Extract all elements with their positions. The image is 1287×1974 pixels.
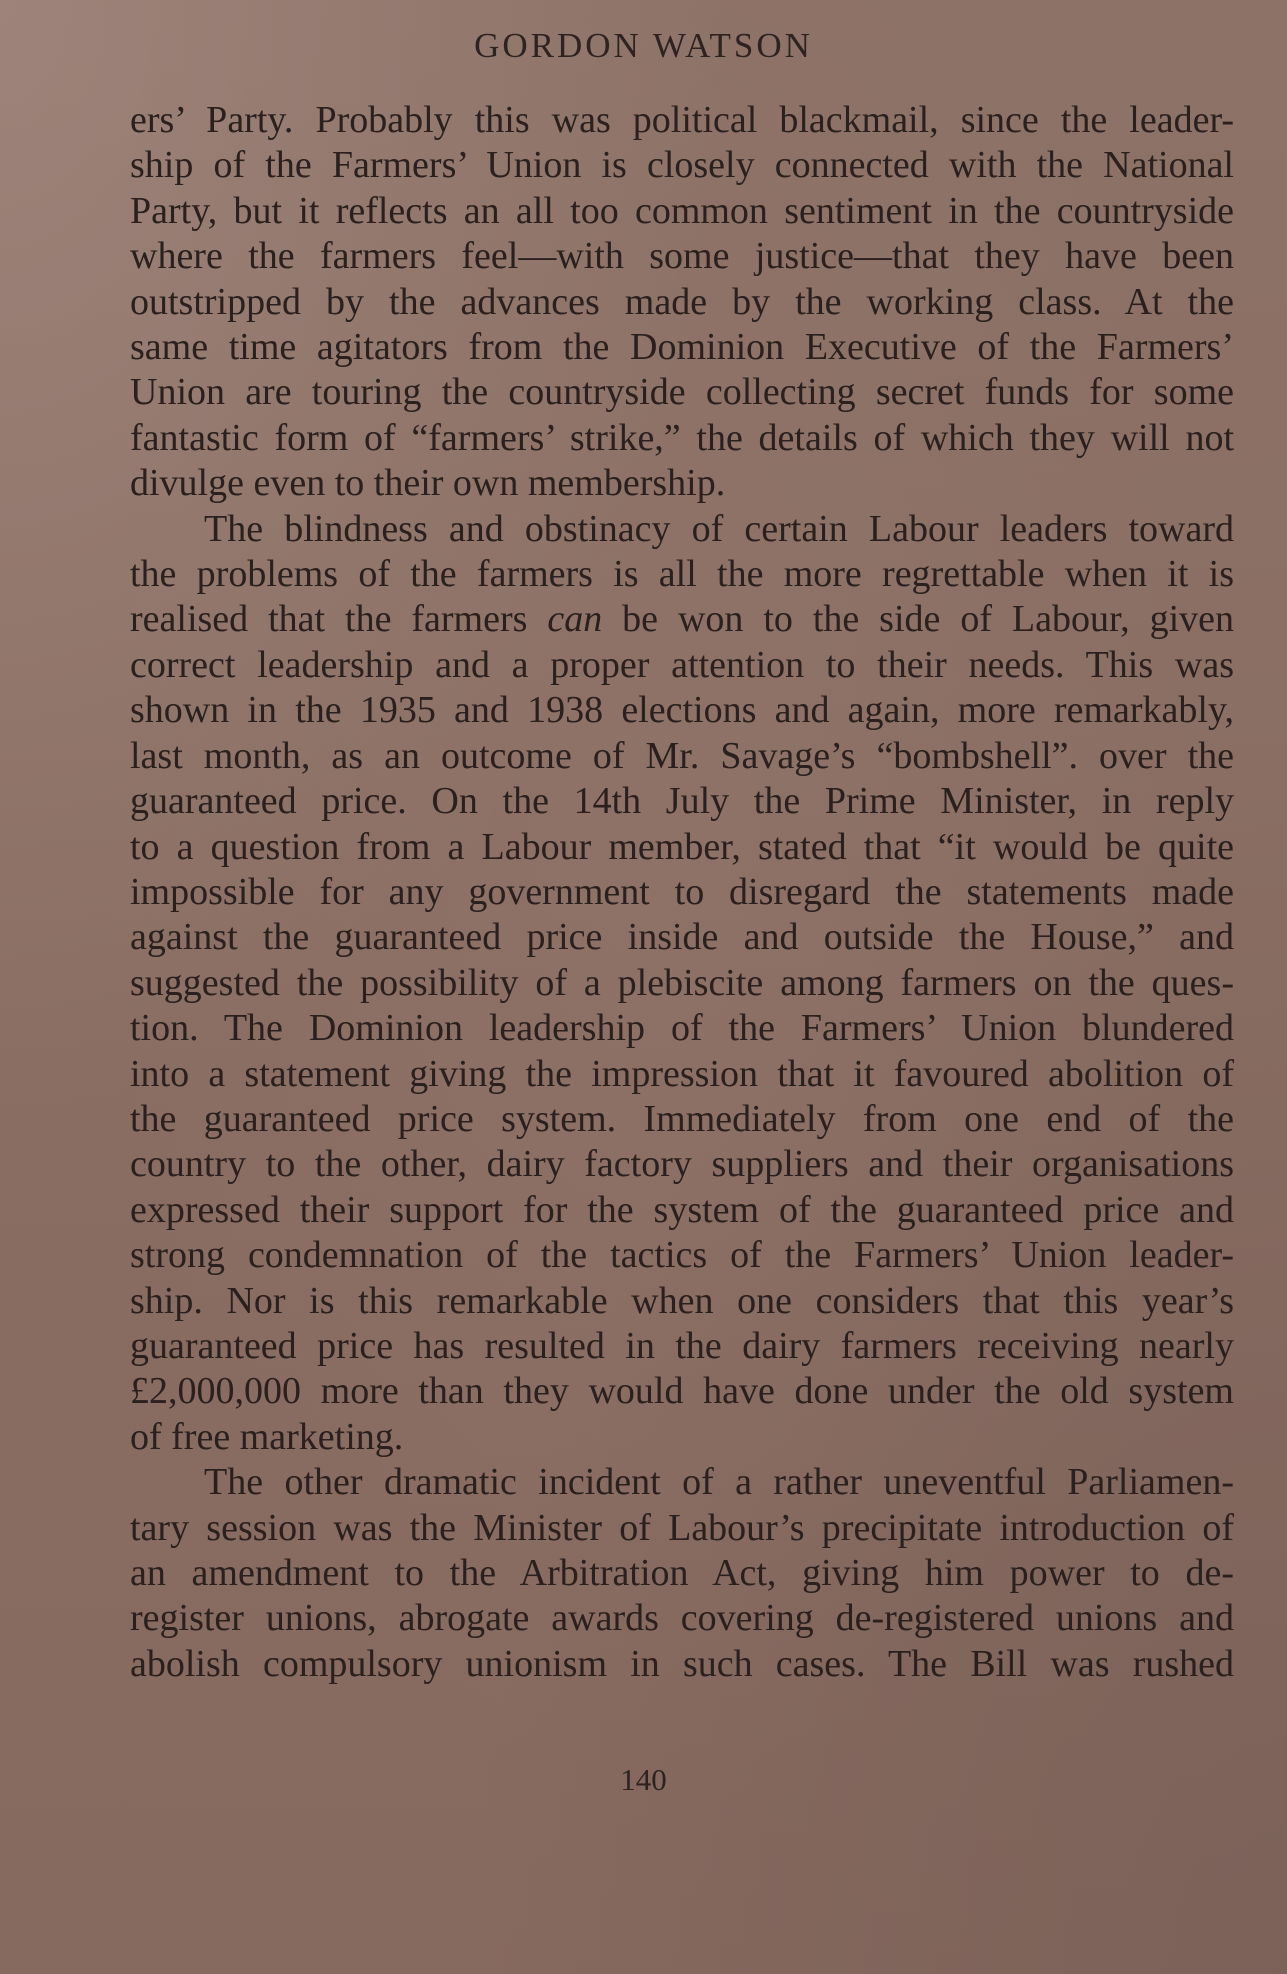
text-line: ers’ Party. Probably this was political blackmail, since the leader- bbox=[130, 99, 1234, 141]
text-line: of free marketing. bbox=[130, 1415, 404, 1458]
paragraph-1 bbox=[130, 98, 1234, 507]
text-line: to a question from a Labour member, stated that “it would be quite bbox=[130, 825, 1234, 868]
text-line: guaranteed price has resulted in the dairy farmers receiving nearly bbox=[130, 1324, 1234, 1367]
text-line: correct leadership and a proper attention to their needs. This was bbox=[130, 643, 1234, 686]
text-line: tary session was the Minister of Labour’s precipitate introduction of bbox=[130, 1506, 1234, 1549]
running-head: GORDON WATSON bbox=[474, 26, 813, 65]
text-line: Union are touring the countryside collecting secret funds for some bbox=[130, 371, 1234, 414]
text-line: abolish compulsory unionism in such cases. The Bill was rushed bbox=[130, 1642, 1234, 1685]
text-line: suggested the possibility of a plebiscite among farmers on the ques- bbox=[130, 961, 1234, 1004]
text-line: the problems of the farmers is all the more regrettable when it is bbox=[130, 553, 1234, 596]
text-line: The blindness and obstinacy of certain Labour leaders toward bbox=[204, 507, 1234, 550]
paragraph-2 bbox=[130, 507, 1234, 1461]
text-line: divulge even to their own membership. bbox=[130, 462, 726, 505]
text-line: £2,000,000 more than they would have done under the old system bbox=[130, 1370, 1234, 1413]
text-line: Party, but it reflects an all too common sentiment in the countryside bbox=[130, 189, 1234, 232]
text-line: an amendment to the Arbitration Act, giving him power to de- bbox=[130, 1552, 1234, 1594]
text-line: where the farmers feel—with some justice—that they have been bbox=[130, 235, 1234, 278]
text-line: shown in the 1935 and 1938 elections and again, more remarkably, bbox=[130, 689, 1234, 732]
text-line: expressed their support for the system of the guaranteed price and bbox=[130, 1188, 1234, 1231]
text-line: realised that the farmers can be won to the side of Labour, given bbox=[130, 598, 1234, 641]
text-line: outstripped by the advances made by the working class. At the bbox=[130, 280, 1234, 323]
text-line: The other dramatic incident of a rather uneventful Parliamen- bbox=[204, 1461, 1234, 1504]
text-line: tion. The Dominion leadership of the Farmers’ Union blundered bbox=[130, 1007, 1234, 1050]
text-line: last month, as an outcome of Mr. Savage’s “bombshell”. over the bbox=[130, 734, 1234, 777]
text-line: into a statement giving the impression that it favoured abolition of bbox=[130, 1052, 1234, 1095]
text-line: register unions, abrogate awards covering de-registered unions and bbox=[130, 1597, 1234, 1640]
text-line: fantastic form of “farmers’ strike,” the details of which they will not bbox=[130, 416, 1234, 459]
text-line: same time agitators from the Dominion Executive of the Farmers’ bbox=[130, 326, 1234, 369]
text-line: strong condemnation of the tactics of the Farmers’ Union leader- bbox=[130, 1234, 1234, 1277]
text-line: against the guaranteed price inside and outside the House,” and bbox=[130, 916, 1234, 959]
text-line: ship. Nor is this remarkable when one considers that this year’s bbox=[130, 1279, 1234, 1322]
page-number: 140 bbox=[620, 1762, 667, 1797]
text-line: the guaranteed price system. Immediately from one end of the bbox=[130, 1097, 1234, 1140]
text-line: ship of the Farmers’ Union is closely connected with the National bbox=[130, 144, 1234, 187]
body-text bbox=[130, 98, 1234, 1687]
text-line: country to the other, dairy factory suppliers and their organisations bbox=[130, 1143, 1234, 1186]
text-line: guaranteed price. On the 14th July the Prime Minister, in reply bbox=[130, 780, 1234, 823]
text-line: impossible for any government to disregard the statements made bbox=[130, 870, 1234, 913]
paragraph-3 bbox=[130, 1460, 1234, 1687]
